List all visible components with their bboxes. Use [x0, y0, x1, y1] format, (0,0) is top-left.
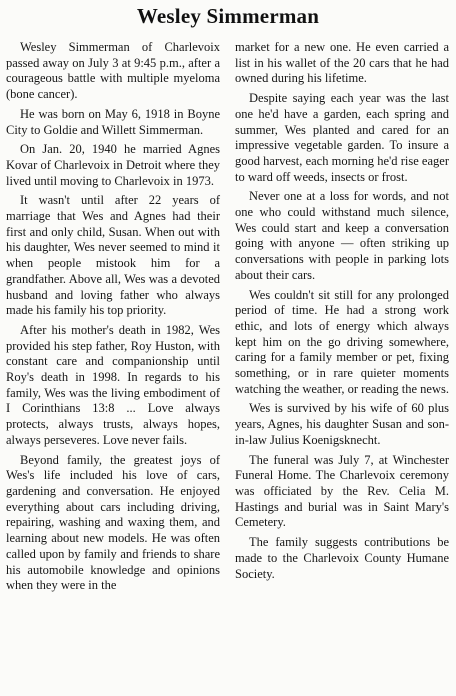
- paragraph-continuation: market for a new one. He even carried a list in his wallet of the 20 cars that he had owned during his lifetime.: [235, 40, 449, 86]
- paragraph: Wesley Simmerman of Charlevoix passed away on July 3 at 9:45 p.m., after a courageous battle with multiple myeloma (bone cancer).: [6, 40, 220, 102]
- paragraph: After his mother's death in 1982, Wes provided his step father, Roy Huston, with constant care and companionship until Roy's death in 1998. In regards to his family, Wes was the living embodiment of I Corinthians 13:8 ... Love always protects, always trusts, always hopes, always perseveres. Love never fails.: [6, 322, 220, 447]
- paragraph: The family suggests contributions be made to the Charlevoix County Humane Society.: [235, 535, 449, 581]
- paragraph: Wes is survived by his wife of 60 plus years, Agnes, his daughter Susan and son-in-law Julius Koenigsknecht.: [235, 401, 449, 447]
- right-column: [235, 40, 449, 586]
- left-column: [6, 40, 220, 598]
- paragraph: Wes couldn't sit still for any prolonged period of time. He had a strong work ethic, and lots of energy which always kept him on the go driving somewhere, caring for a family member or pet, fixing something, or in rare quieter moments watching the weather, or reading the news.: [235, 287, 450, 396]
- paragraph: On Jan. 20, 1940 he married Agnes Kovar of Charlevoix in Detroit where they lived until moving to Charlevoix in 1973.: [6, 142, 220, 188]
- paragraph: The funeral was July 7, at Winchester Funeral Home. The Charlevoix ceremony was officiated by the Rev. Celia M. Hastings and burial was in Saint Mary's Cemetery.: [235, 452, 449, 530]
- paragraph: Despite saying each year was the last one he'd have a garden, each spring and summer, Wes planted and cared for an impressive vegetable garden. To insure a good harvest, each morning he'd rise eager to ward off weeds, insects or frost.: [235, 91, 449, 184]
- paragraph: Never one at a loss for words, and not one who could withstand much silence, Wes could start and keep a conversation going with anyone — often striking up conversations with people in parking lots about their cars.: [235, 189, 449, 282]
- headline: Wesley Simmerman: [136, 4, 320, 28]
- paragraph: Beyond family, the greatest joys of Wes's life included his love of cars, gardening and conversation. He enjoyed everything about cars including driving, repairing, washing and waxing them, and learning about new models. He was often called upon by family and friends to share his automobile knowledge and opinions when they were in the: [6, 452, 220, 593]
- paragraph: He was born on May 6, 1918 in Boyne City to Goldie and Willett Simmerman.: [6, 106, 220, 137]
- paragraph: It wasn't until after 22 years of marriage that Wes and Agnes had their first and only child, Susan. When out with his daughter, Wes never seemed to mind it when people mistook him for a grandfather. Above all, Wes was a devoted husband and loving father who always made his family his top priority.: [6, 193, 220, 318]
